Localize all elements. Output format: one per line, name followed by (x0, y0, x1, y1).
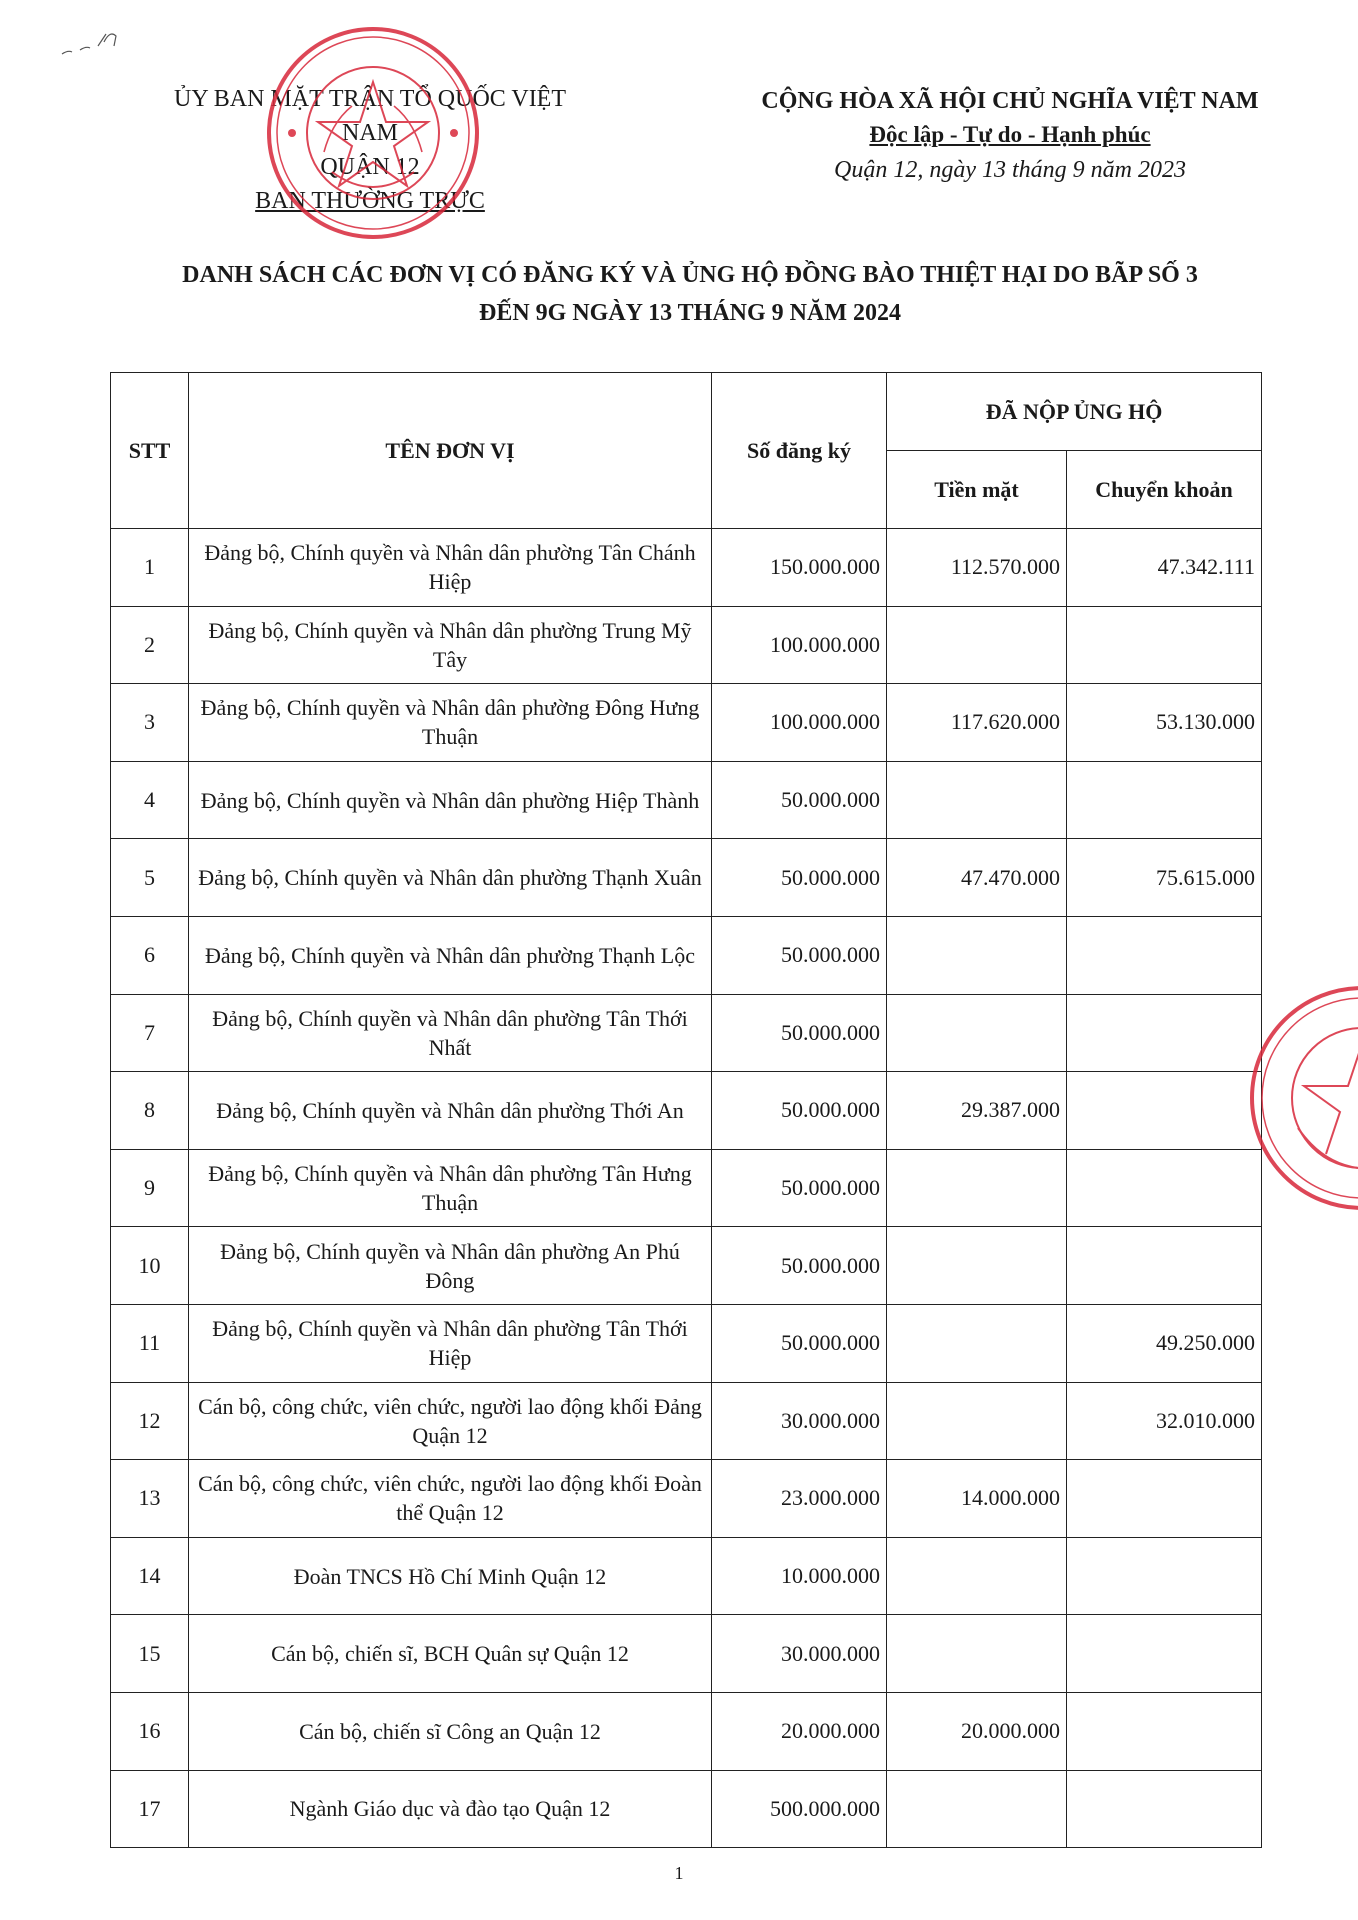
row-unit-name: Cán bộ, công chức, viên chức, người lao động khối Đảng Quận 12 (189, 1382, 712, 1460)
row-cash (887, 1149, 1067, 1227)
row-transfer: 75.615.000 (1067, 839, 1262, 917)
row-stt: 6 (111, 916, 189, 994)
row-unit-name: Cán bộ, chiến sĩ Công an Quận 12 (189, 1692, 712, 1770)
row-stt: 2 (111, 606, 189, 684)
document-date: Quận 12, ngày 13 tháng 9 năm 2023 (834, 157, 1186, 183)
title-line-2: ĐẾN 9G NGÀY 13 THÁNG 9 NĂM 2024 (478, 300, 901, 326)
table-row (111, 761, 1262, 839)
official-seal-right (1232, 978, 1358, 1218)
row-stt: 16 (111, 1692, 189, 1770)
row-stt: 15 (111, 1615, 189, 1693)
row-cash (887, 606, 1067, 684)
title-line-1: DANH SÁCH CÁC ĐƠN VỊ CÓ ĐĂNG KÝ VÀ ỦNG HỘ ĐỒNG BÀO THIỆT HẠI DO BÃP SỐ 3 (182, 262, 1198, 288)
table-row (111, 1304, 1262, 1382)
row-cash: 47.470.000 (887, 839, 1067, 917)
row-cash (887, 994, 1067, 1072)
row-stt: 7 (111, 994, 189, 1072)
row-registered: 23.000.000 (712, 1460, 887, 1538)
row-cash (887, 1537, 1067, 1615)
row-unit-name: Cán bộ, chiến sĩ, BCH Quân sự Quận 12 (189, 1615, 712, 1693)
row-cash: 117.620.000 (887, 684, 1067, 762)
header-transfer: Chuyển khoản (1067, 451, 1262, 529)
row-transfer: 32.010.000 (1067, 1382, 1262, 1460)
org-line-2: QUẬN 12 (320, 154, 420, 180)
row-unit-name: Đảng bộ, Chính quyền và Nhân dân phường Thới An (189, 1072, 712, 1150)
row-registered: 50.000.000 (712, 916, 887, 994)
row-unit-name: Đảng bộ, Chính quyền và Nhân dân phường Hiệp Thành (189, 761, 712, 839)
row-cash: 14.000.000 (887, 1460, 1067, 1538)
row-transfer: 53.130.000 (1067, 684, 1262, 762)
official-seal-top (262, 22, 484, 244)
table-row (111, 1615, 1262, 1693)
row-stt: 13 (111, 1460, 189, 1538)
row-stt: 11 (111, 1304, 189, 1382)
row-registered: 500.000.000 (712, 1770, 887, 1848)
table-row (111, 1537, 1262, 1615)
org-line-1: ỦY BAN MẶT TRẬN TỔ QUỐC VIỆT NAM (173, 86, 566, 146)
row-cash (887, 1382, 1067, 1460)
row-registered: 30.000.000 (712, 1615, 887, 1693)
row-registered: 150.000.000 (712, 529, 887, 607)
header-paid-group: ĐÃ NỘP ỦNG HỘ (887, 373, 1262, 451)
row-cash (887, 761, 1067, 839)
row-cash: 20.000.000 (887, 1692, 1067, 1770)
row-registered: 50.000.000 (712, 1304, 887, 1382)
table-row (111, 684, 1262, 762)
row-transfer (1067, 1227, 1262, 1305)
row-transfer (1067, 1460, 1262, 1538)
row-registered: 50.000.000 (712, 1072, 887, 1150)
row-transfer (1067, 1770, 1262, 1848)
row-registered: 100.000.000 (712, 684, 887, 762)
table-row (111, 994, 1262, 1072)
row-transfer: 47.342.111 (1067, 529, 1262, 607)
row-unit-name: Đảng bộ, Chính quyền và Nhân dân phường Tân Thới Nhất (189, 994, 712, 1072)
donation-table (110, 372, 1262, 1848)
row-registered: 50.000.000 (712, 761, 887, 839)
table-row (111, 1072, 1262, 1150)
row-registered: 20.000.000 (712, 1692, 887, 1770)
row-cash: 29.387.000 (887, 1072, 1067, 1150)
row-unit-name: Đảng bộ, Chính quyền và Nhân dân phường Thạnh Lộc (189, 916, 712, 994)
row-registered: 50.000.000 (712, 839, 887, 917)
table-row (111, 839, 1262, 917)
table-row (111, 1227, 1262, 1305)
row-transfer (1067, 606, 1262, 684)
row-stt: 17 (111, 1770, 189, 1848)
row-unit-name: Đảng bộ, Chính quyền và Nhân dân phường Trung Mỹ Tây (189, 606, 712, 684)
row-registered: 100.000.000 (712, 606, 887, 684)
row-registered: 50.000.000 (712, 994, 887, 1072)
row-stt: 10 (111, 1227, 189, 1305)
row-cash (887, 1227, 1067, 1305)
org-line-3: BAN THƯỜNG TRỰC (255, 188, 485, 214)
row-stt: 14 (111, 1537, 189, 1615)
row-transfer (1067, 1692, 1262, 1770)
row-stt: 12 (111, 1382, 189, 1460)
row-registered: 10.000.000 (712, 1537, 887, 1615)
table-row (111, 529, 1262, 607)
header-cash: Tiền mặt (887, 451, 1067, 529)
row-unit-name: Ngành Giáo dục và đào tạo Quận 12 (189, 1770, 712, 1848)
header-registered: Số đăng ký (712, 373, 887, 529)
row-unit-name: Đảng bộ, Chính quyền và Nhân dân phường Tân Thới Hiệp (189, 1304, 712, 1382)
row-unit-name: Đảng bộ, Chính quyền và Nhân dân phường Thạnh Xuân (189, 839, 712, 917)
row-unit-name: Đoàn TNCS Hồ Chí Minh Quận 12 (189, 1537, 712, 1615)
row-cash (887, 1615, 1067, 1693)
table-row (111, 1149, 1262, 1227)
row-unit-name: Đảng bộ, Chính quyền và Nhân dân phường Tân Chánh Hiệp (189, 529, 712, 607)
row-stt: 1 (111, 529, 189, 607)
table-row (111, 916, 1262, 994)
row-cash (887, 1770, 1067, 1848)
row-transfer (1067, 1615, 1262, 1693)
document-title (100, 256, 1280, 332)
national-header (700, 84, 1320, 188)
row-stt: 3 (111, 684, 189, 762)
nation-name: CỘNG HÒA XÃ HỘI CHỦ NGHĨA VIỆT NAM (761, 88, 1259, 114)
row-cash (887, 1304, 1067, 1382)
table-row (111, 1692, 1262, 1770)
national-motto: Độc lập - Tự do - Hạnh phúc (869, 122, 1151, 147)
row-stt: 9 (111, 1149, 189, 1227)
row-registered: 50.000.000 (712, 1227, 887, 1305)
row-transfer: 49.250.000 (1067, 1304, 1262, 1382)
row-stt: 5 (111, 839, 189, 917)
row-transfer (1067, 761, 1262, 839)
row-unit-name: Cán bộ, công chức, viên chức, người lao động khối Đoàn thể Quận 12 (189, 1460, 712, 1538)
handwritten-mark (60, 20, 140, 70)
row-unit-name: Đảng bộ, Chính quyền và Nhân dân phường Đông Hưng Thuận (189, 684, 712, 762)
page-number: 1 (674, 1863, 684, 1883)
header-unit-name: TÊN ĐƠN VỊ (189, 373, 712, 529)
row-cash (887, 916, 1067, 994)
row-stt: 8 (111, 1072, 189, 1150)
table-row (111, 1460, 1262, 1538)
row-registered: 30.000.000 (712, 1382, 887, 1460)
row-registered: 50.000.000 (712, 1149, 887, 1227)
table-row (111, 1382, 1262, 1460)
row-unit-name: Đảng bộ, Chính quyền và Nhân dân phường An Phú Đông (189, 1227, 712, 1305)
row-cash: 112.570.000 (887, 529, 1067, 607)
row-transfer (1067, 1537, 1262, 1615)
header-stt: STT (111, 373, 189, 529)
table-row (111, 1770, 1262, 1848)
row-unit-name: Đảng bộ, Chính quyền và Nhân dân phường Tân Hưng Thuận (189, 1149, 712, 1227)
row-stt: 4 (111, 761, 189, 839)
table-row (111, 606, 1262, 684)
